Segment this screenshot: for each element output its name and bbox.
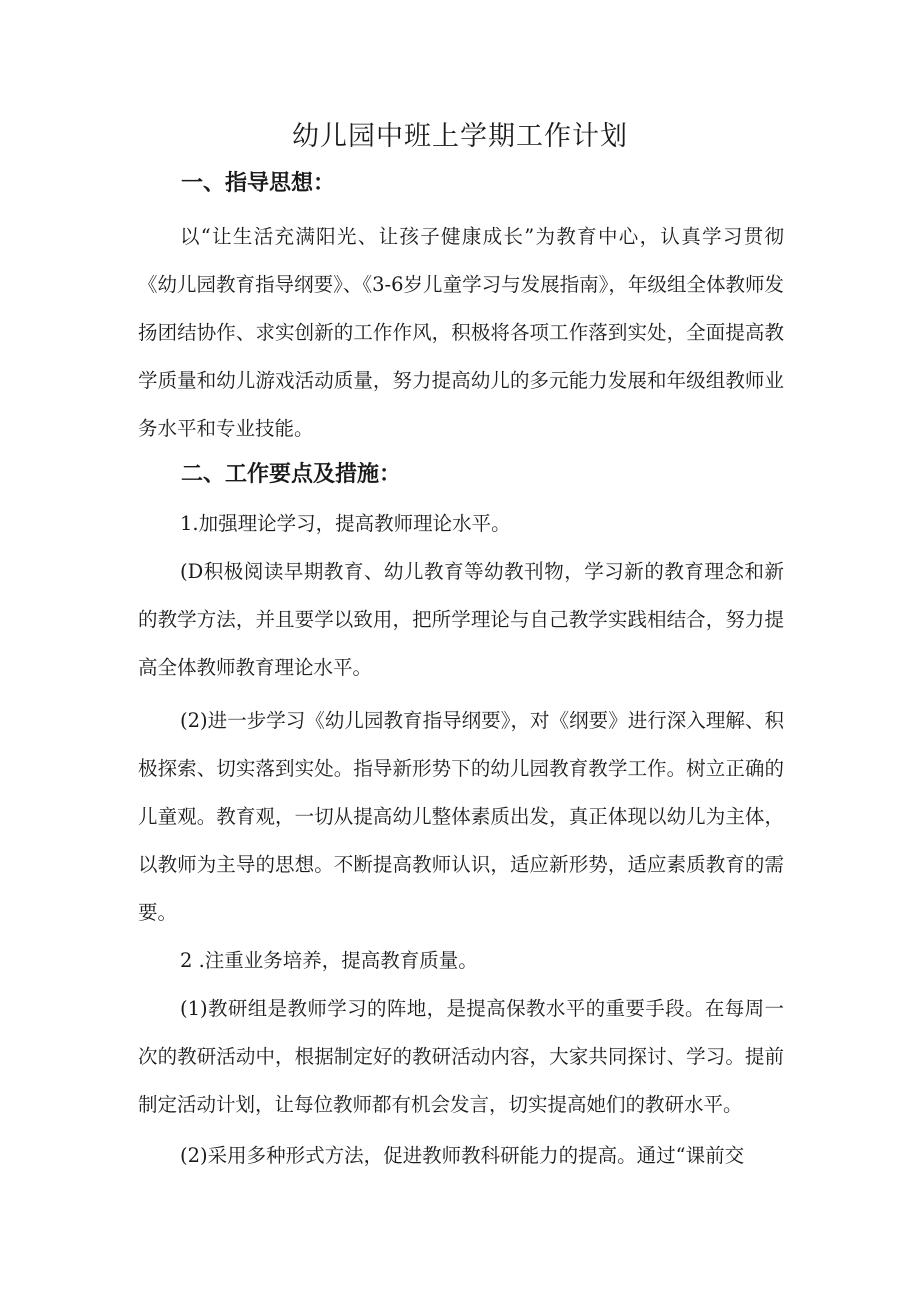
section-heading-guiding-ideology: 一、指导思想： <box>181 171 336 196</box>
section-heading-work-points: 二、工作要点及措施： <box>181 462 402 487</box>
point-1-title: 1.加强理论学习，提高教师理论水平。 <box>180 512 511 535</box>
point-1-sub-2: (2)进一步学习《幼儿园教育指导纲要》，对《纲要》进行深入理解、积极探索、切实落到实处。指导新形势下的幼儿园教育教学工作。树立正确的儿童观。教育观，一切从提高幼儿整体素质出发，真正体现以幼儿为主体，以教师为主导的思想。不断提高教师认识，适应新形势，适应素质教育的需要。 <box>138 709 784 924</box>
document-title: 幼儿园中班上学期工作计划 <box>292 121 628 152</box>
point-1-sub-1: (D积极阅读早期教育、幼儿教育等幼教刊物，学习新的教育理念和新的教学方法，并且要学以致用，把所学理论与自己教学实践相结合，努力提高全体教师教育理论水平。 <box>138 560 784 679</box>
point-2-sub-2: (2)采用多种形式方法，促进教师教科研能力的提高。通过“课前交 <box>180 1144 745 1167</box>
paragraph-guiding-ideology: 以“让生活充满阳光、让孩子健康成长”为教育中心，认真学习贯彻《幼儿园教育指导纲要》、《3-6岁儿童学习与发展指南》，年级组全体教师发扬团结协作、求实创新的工作作风，积极将各项工作落到实处，全面提高教学质量和幼儿游戏活动质量，努力提高幼儿的多元能力发展和年级组教师业务水平和专业技能。 <box>138 225 784 440</box>
point-2-sub-1: (1)教研组是教师学习的阵地，是提高保教水平的重要手段。在每周一次的教研活动中，根据制定好的教研活动内容，大家共同探讨、学习。提前制定活动计划，让每位教师都有机会发言，切实提高她们的教研水平。 <box>138 997 784 1116</box>
point-2-title: 2 .注重业务培养，提高教育质量。 <box>180 949 478 972</box>
